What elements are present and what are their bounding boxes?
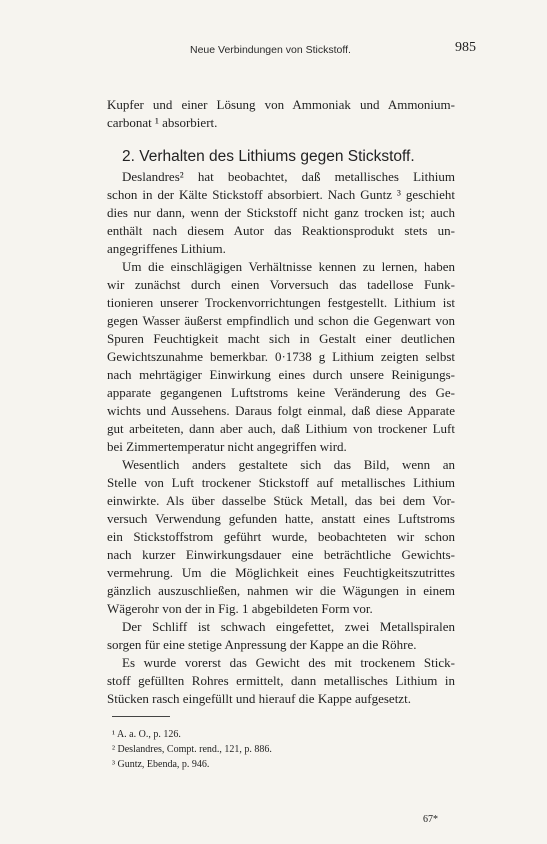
body-line: angegriffenes Lithium. [107,241,226,256]
body-line: gänzlich auszuschließen, nahmen wir die Wägungen in einem [107,583,455,598]
body-line: Wägerohr von der in Fig. 1 abgebildeten Form vor. [107,601,373,616]
body-line: Der Schliff ist schwach eingefettet, zwei Metallspiralen [122,619,455,634]
footnote-divider [112,716,170,717]
body-line: Deslandres² hat beobachtet, daß metallisches Lithium [122,169,455,184]
body-line: enthält nach diesem Autor das Reaktionsprodukt stets un- [107,223,455,238]
body-line: schon in der Kälte Stickstoff absorbiert. Nach Guntz ³ geschieht [107,187,455,202]
body-line: gut arbeiteten, dann aber auch, daß Lithium von trockener Luft [107,421,455,436]
body-line: carbonat ¹ absorbiert. [107,115,218,130]
body-line: Stücken rasch eingefüllt und hierauf die Kappe aufgesetzt. [107,691,411,706]
body-line: gegen Wasser äußerst empfindlich und schon die Gegenwart von [107,313,455,328]
body-line: Gewichtszunahme bemerkbar. 0·1738 g Lithium zeigten selbst [107,349,455,364]
body-line: versuch Verwendung gefunden hatte, anstatt eines Luftstroms [107,511,455,526]
body-line: dies nur dann, wenn der Stickstoff nicht ganz trocken ist; auch [107,205,455,220]
body-line: Kupfer und einer Lösung von Ammoniak und Ammonium- [107,97,455,112]
body-line: wir zunächst durch einen Vorversuch das tadellose Funk- [107,277,455,292]
page-number: 985 [455,40,476,55]
section-heading: 2. Verhalten des Lithiums gegen Stickstoff. [122,148,415,165]
running-title: Neue Verbindungen von Stickstoff. [190,44,351,56]
body-line: vermehrung. Um die Möglichkeit eines Feuchtigkeitszutrittes [107,565,455,580]
body-line: Es wurde vorerst das Gewicht des mit trockenem Stick- [122,655,455,670]
body-line: Um die einschlägigen Verhältnisse kennen zu lernen, haben [122,259,455,274]
body-line: nach kurzer Einwirkungsdauer eine beträchtliche Gewichts- [107,547,455,562]
body-line: Stelle von Luft trockener Stickstoff auf metallisches Lithium [107,475,455,490]
body-line: einwirkte. Als über dasselbe Stück Metall, das bei dem Vor- [107,493,455,508]
body-line: nach mehrtägiger Einwirkung eines durch unsere Reinigungs- [107,367,455,382]
body-line: tionieren unserer Trockenvorrichtungen festgestellt. Lithium ist [107,295,455,310]
body-line: stoff gefüllten Rohres ermittelt, dann metallisches Lithium in [107,673,455,688]
signature-mark: 67* [423,814,438,825]
body-line: ein Stickstoffstrom geführt wurde, beobachteten wir schon [107,529,455,544]
body-line: Wesentlich anders gestaltete sich das Bild, wenn an [122,457,455,472]
body-line: Spuren Feuchtigkeit macht sich in Gestalt einer deutlichen [107,331,455,346]
body-line: sorgen für eine stetige Anpressung der Kappe an die Röhre. [107,637,417,652]
body-line: bei Zimmertemperatur nicht angegriffen wird. [107,439,347,454]
body-line: apparate gegangenen Luftstroms keine Veränderung des Ge- [107,385,455,400]
body-line: wichts und Aussehens. Daraus folgt einmal, daß diese Apparate [107,403,455,418]
footnote: ² Deslandres, Compt. rend., 121, p. 886. [112,744,272,755]
footnote: ³ Guntz, Ebenda, p. 946. [112,759,210,770]
footnote: ¹ A. a. O., p. 126. [112,729,181,740]
